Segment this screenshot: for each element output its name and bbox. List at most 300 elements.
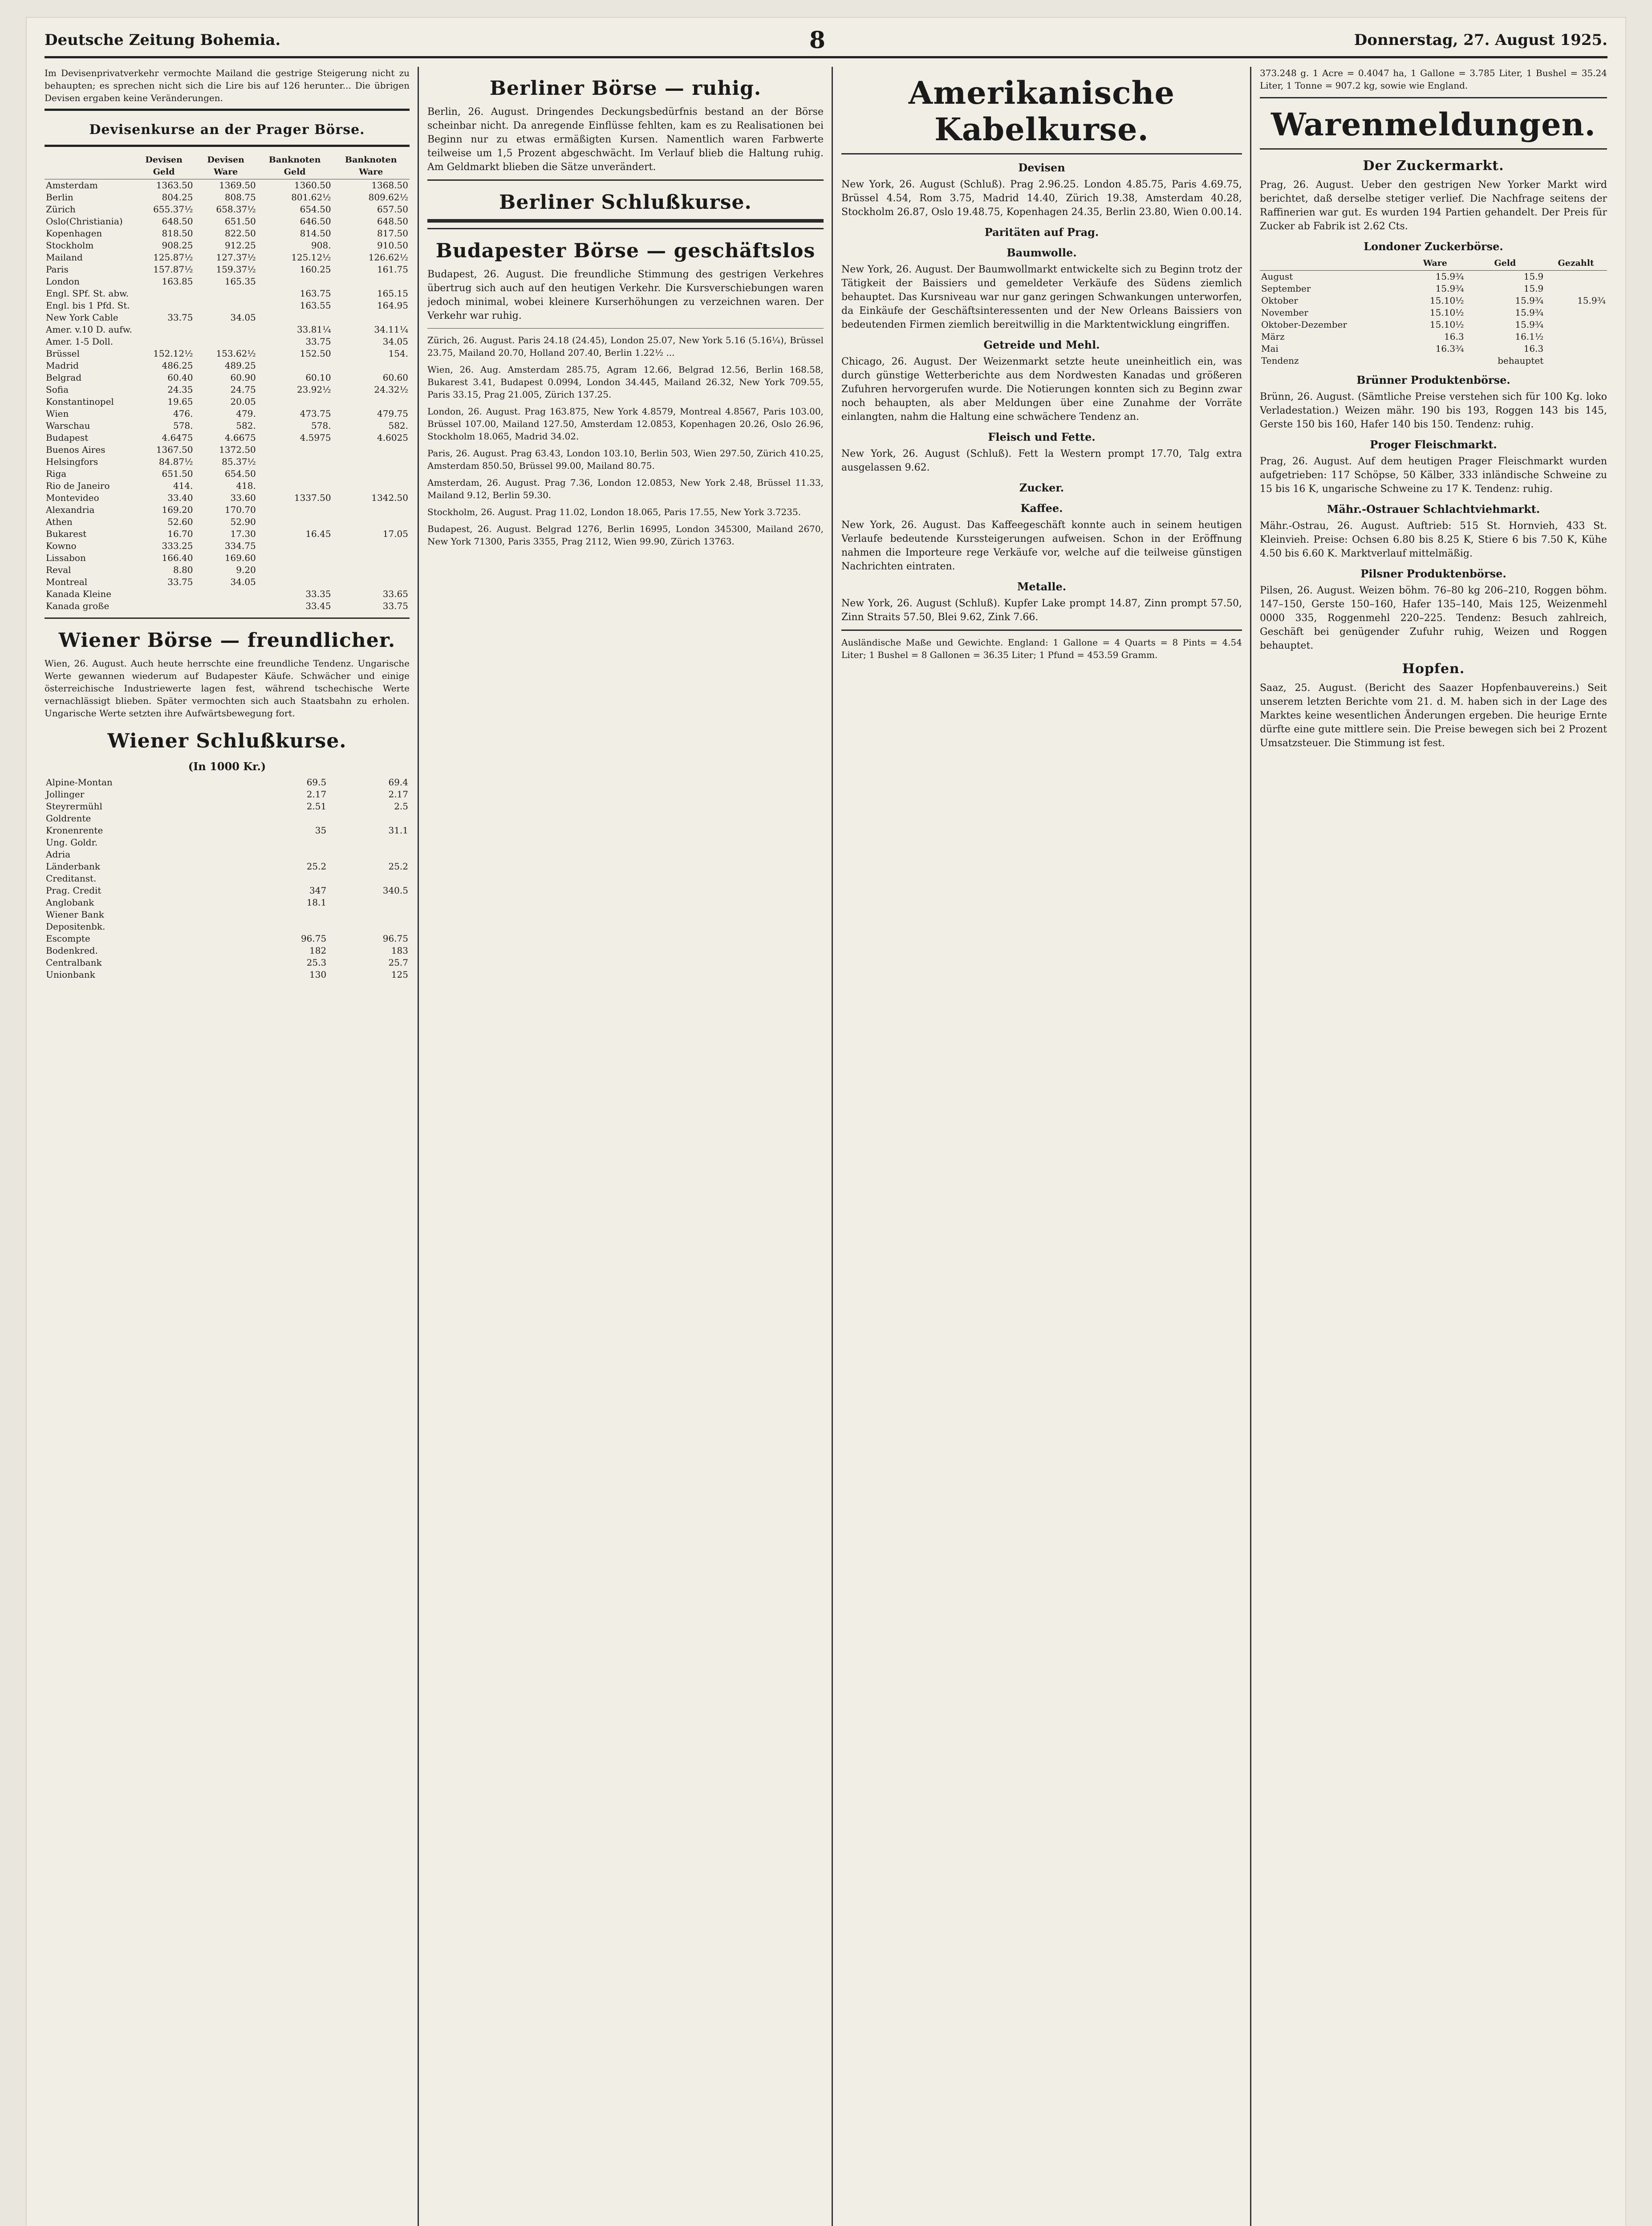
rate-cell: 69.5 [306, 777, 327, 788]
zuckermarkt-title: Der Zuckermarkt. [1363, 158, 1504, 174]
rate-cell: 153.62½ [216, 348, 256, 359]
table-row [45, 788, 410, 800]
ostrau-text: Mähr.-Ostrau, 26. August. Auftrieb: 515 St. Hornvieh, 433 St. Kleinvieh. Preise: Ochsen 6.80 bis 8.25 K, Stiere 6 bis 7.50 K, Kühe 4.50 bis 6.60 K. Marktverlauf mittelmäßig. [1260, 520, 1607, 559]
rate-cell: 646.50 [300, 216, 331, 227]
rate-cell [328, 921, 410, 933]
rate-cell: 164.95 [377, 300, 408, 311]
metalle-title: Metalle. [1017, 580, 1067, 593]
rate-cell: 33.75 [305, 336, 331, 347]
row-label: März [1261, 331, 1285, 342]
rate-cell [134, 336, 195, 348]
rate-cell: 814.50 [300, 228, 331, 239]
metalle-text: New York, 26. August (Schluß). Kupfer Lake prompt 14.87, Zinn prompt 57.50, Zinn Straits 57.50, Blei 9.62, Zink 7.66. [841, 598, 1242, 623]
row-label: Prag. Credit [46, 885, 101, 896]
rate-cell: 33.75 [167, 312, 193, 323]
row-label: Athen [46, 516, 73, 527]
devisen-table [45, 153, 410, 612]
table-row [45, 861, 410, 873]
column-header: Geld [1465, 256, 1545, 271]
rate-cell: 33.40 [167, 492, 193, 503]
rate-cell: 908.25 [162, 240, 193, 251]
table-row [1260, 331, 1607, 343]
wiener-boerse-title: Wiener Börse — freundlicher. [58, 629, 396, 652]
wiener-schluss-table [45, 776, 410, 981]
rate-cell: 33.45 [305, 601, 331, 611]
rate-cell: 910.50 [377, 240, 408, 251]
rate-cell [1545, 307, 1607, 319]
rate-cell [257, 456, 333, 468]
table-row [45, 288, 410, 300]
rate-cell: 1367.50 [156, 444, 193, 455]
column-1 [45, 67, 410, 2226]
rate-cell: 648.50 [162, 216, 193, 227]
row-label: Länderbank [46, 861, 101, 872]
table-row [45, 600, 410, 612]
rate-cell: 817.50 [377, 228, 408, 239]
rate-cell: 4.6475 [162, 432, 193, 443]
row-label: Adria [46, 849, 71, 860]
table-row [45, 776, 410, 788]
separator [45, 617, 410, 619]
zurich-rates: Zürich, 26. August. Paris 24.18 (24.45), London 25.07, New York 5.16 (5.16¼), Brüssel 23.75, Mailand 20.70, Holland 207.40, Berlin 1.22½ ... [427, 335, 824, 358]
column-3 [841, 67, 1242, 2226]
table-row [45, 300, 410, 312]
zuckermarkt-text: Prag, 26. August. Ueber den gestrigen New Yorker Markt wird berichtet, daß derselbe stetiger verlief. Die Nachfrage seitens der Raffinerien war gut. Es wurden 194 Partien gehandelt. Der Preis für Zucker ab Fabrik ist 2.62 Cts. [1260, 179, 1607, 232]
rate-cell: 1342.50 [371, 492, 408, 503]
column-2 [427, 67, 824, 2226]
berliner-boerse-text: Berlin, 26. August. Dringendes Deckungsbedürfnis bestand an der Börse scheinbar nicht. Da anregende Einflüsse fehlten, kam es zu Realisationen bei Beginn nur zu etwas ermäßigten Kursen. Namentlich waren Farbwerte teilweise um 1,5 Prozent abgeschwächt. Im Verlauf blieb die Haltung ruhig. Am Geldmarkt blieben die Sätze unverändert. [427, 106, 824, 173]
wiener-schluss-title: Wiener Schlußkurse. [107, 730, 347, 752]
rate-cell [328, 812, 410, 825]
row-label: Reval [46, 565, 71, 575]
rate-cell: 24.35 [167, 384, 193, 395]
row-label: Amer. v.10 D. aufw. [46, 324, 132, 335]
rate-cell [194, 324, 257, 336]
row-label: Tendenz [1261, 355, 1299, 366]
rate-cell [257, 276, 333, 288]
table-row [45, 800, 410, 812]
rate-cell: 25.2 [388, 861, 408, 872]
rate-cell: 4.6675 [224, 432, 256, 443]
table-row [45, 921, 410, 933]
wien-rates: Wien, 26. Aug. Amsterdam 285.75, Agram 12.66, Belgrad 12.56, Berlin 168.58, Bukarest 3.41, Budapest 0.0994, London 34.445, Mailand 26.32, New York 709.55, Paris 33.15, Prag 21.005, Zürich 137.25. [427, 364, 824, 400]
rate-cell: 165.15 [377, 288, 408, 299]
row-label: Jollinger [46, 789, 85, 800]
table-row [45, 191, 410, 203]
table-row [45, 885, 410, 897]
row-label: Mai [1261, 343, 1279, 354]
rate-cell [246, 849, 328, 861]
table-row [45, 456, 410, 468]
rate-cell: 1369.50 [219, 180, 256, 191]
row-label: Alexandria [46, 504, 95, 515]
rate-cell: 657.50 [377, 204, 408, 215]
rate-cell [194, 288, 257, 300]
amsterdam-rates: Amsterdam, 26. August. Prag 7.36, London 12.0853, New York 2.48, Brüssel 11.33, Mailand 9.12, Berlin 59.30. [427, 477, 824, 500]
rate-cell: 60.40 [167, 372, 193, 383]
row-label: November [1261, 307, 1308, 318]
london-rates: London, 26. August. Prag 163.875, New York 4.8579, Montreal 4.8567, Paris 103.00, Brüssel 107.00, Mailand 127.50, Amsterdam 12.0853, Kopenhagen 20.26, Oslo 26.96, Stockholm 18.065, Madrid 34.02. [427, 406, 824, 442]
rate-cell: 33.65 [382, 589, 408, 599]
devisen-header-box [45, 109, 410, 147]
rate-cell [194, 588, 257, 600]
rate-cell [257, 396, 333, 408]
table-row [45, 468, 410, 480]
getreide-text: Chicago, 26. August. Der Weizenmarkt setzte heute uneinheitlich ein, was durch günstige Wetterberichte aus dem Nordwesten Kanadas und größeren Zufuhren hervorgerufen wurde. Die Notierungen konnten sich zu Beginn zwar noch behaupten, als aber Meldungen über eine Zunahme der Vorräte einlangten, nahm die Haltung eine schwächere Tendenz an. [841, 356, 1242, 422]
row-label: Amsterdam [46, 180, 98, 191]
table-row [45, 588, 410, 600]
table-row [45, 227, 410, 240]
table-row [45, 432, 410, 444]
separator [427, 179, 824, 181]
rate-cell: 16.3 [1523, 343, 1544, 354]
row-label: Helsingfors [46, 456, 98, 467]
row-label: Bodenkred. [46, 945, 98, 956]
row-label: Rio de Janeiro [46, 480, 110, 491]
rate-cell: 182 [309, 945, 327, 956]
rate-cell: 4.5975 [300, 432, 331, 443]
column-header: Devisen Geld [134, 153, 195, 179]
rate-cell [257, 468, 333, 480]
separator [841, 153, 1242, 154]
ostrau-title: Mähr.-Ostrauer Schlachtviehmarkt. [1327, 503, 1540, 516]
rate-cell: 154. [388, 348, 408, 359]
rate-cell: 170.70 [224, 504, 256, 515]
row-label: Warschau [46, 420, 90, 431]
rate-cell [333, 552, 410, 564]
rate-cell: 654.50 [300, 204, 331, 215]
rate-cell: 161.75 [377, 264, 408, 275]
rate-cell: 34.05 [382, 336, 408, 347]
column-4 [1260, 67, 1607, 2226]
rate-cell: 15.9¾ [1435, 271, 1464, 282]
table-row [45, 336, 410, 348]
rate-cell [246, 909, 328, 921]
rate-cell: 159.37½ [216, 264, 256, 275]
rate-cell: 818.50 [162, 228, 193, 239]
row-label: London [46, 276, 80, 287]
rate-cell [328, 897, 410, 909]
rate-cell: 489.25 [224, 360, 256, 371]
page-number: 8 [809, 26, 826, 54]
table-row [45, 812, 410, 825]
stockholm-rates: Stockholm, 26. August. Prag 11.02, London 18.065, Paris 17.55, New York 3.7235. [427, 507, 801, 517]
rate-cell [333, 360, 410, 372]
rate-cell [257, 516, 333, 528]
row-label: August [1261, 271, 1293, 282]
rate-cell [194, 600, 257, 612]
rate-cell: 52.60 [167, 516, 193, 527]
paris-rates: Paris, 26. August. Prag 63.43, London 103.10, Berlin 503, Wien 297.50, Zürich 410.25, Amsterdam 850.50, Brüssel 99.00, Mailand 80.75. [427, 448, 824, 471]
budapester-boerse-text: Budapest, 26. August. Die freundliche Stimmung des gestrigen Verkehres übertrug sich auch auf den heutigen Verkehr. Die Kursverschiebungen waren jedoch minimal, wobei kleinere Kurserhöhungen zu verzeichnen waren. Der Verkehr war ruhig. [427, 269, 824, 321]
wiener-boerse-text: Wien, 26. August. Auch heute herrschte eine freundliche Tendenz. Ungarische Werte gewannen wiederum auf Budapester Käufe. Schwächer und einige österreichische Industriewerte lagen fest, während tschechische Werte vernachlässigt blieben. Später vermochten sich auch Staatsbahn zu erholen. Ungarische Werte setzten ihre Aufwärtsbewegung fort. [45, 658, 410, 719]
rate-cell: 160.25 [300, 264, 331, 275]
row-label: Centralbank [46, 957, 102, 968]
newspaper-page [27, 18, 1625, 2226]
fleisch-title: Fleisch und Fette. [988, 431, 1096, 443]
rate-cell: 126.62½ [368, 252, 408, 263]
rate-cell [257, 576, 333, 588]
rate-cell: 23.92½ [296, 384, 331, 395]
rate-cell [134, 600, 195, 612]
rate-cell [328, 837, 410, 849]
rate-cell: 127.37½ [216, 252, 256, 263]
newyork-devisen: New York, 26. August (Schluß). Prag 2.96.25. London 4.85.75, Paris 4.69.75, Brüssel 4.54, Rom 3.75, Madrid 14.40, Zürich 19.38, Amsterdam 40.28, Stockholm 26.87, Oslo 19.48.75, Kopenhagen 24.35, Berlin 23.80, Wien 0.00.14. [841, 179, 1242, 218]
separator [1260, 97, 1607, 98]
column-header: Devisen Ware [194, 153, 257, 179]
rate-cell [333, 276, 410, 288]
table-row [45, 264, 410, 276]
rate-cell [1405, 355, 1465, 367]
rate-cell: 15.9¾ [1515, 319, 1544, 330]
rate-cell: 8.80 [173, 565, 193, 575]
table-row [45, 504, 410, 516]
separator [427, 328, 824, 329]
table-row [45, 933, 410, 945]
budapest-devisen: Budapest, 26. August. Belgrad 1276, Berlin 16995, London 345300, Mailand 2670, New York 71300, Paris 3355, Prag 2112, Wien 99.90, Zürich 13763. [427, 524, 824, 547]
rate-cell: 1360.50 [294, 180, 331, 191]
table-row [1260, 307, 1607, 319]
rate-cell [1545, 331, 1607, 343]
rate-cell: 60.10 [305, 372, 331, 383]
rate-cell: 809.62½ [368, 192, 408, 203]
rate-cell [1545, 283, 1607, 295]
rate-cell [246, 873, 328, 885]
rate-cell: 157.87½ [153, 264, 193, 275]
column-header: Banknoten Ware [333, 153, 410, 179]
rate-cell [194, 336, 257, 348]
row-label: Kowno [46, 540, 77, 551]
rate-cell [333, 444, 410, 456]
rate-cell: 912.25 [224, 240, 256, 251]
berliner-schluss-title: Berliner Schlußkurse. [499, 191, 752, 214]
rate-cell [134, 324, 195, 336]
row-label: Wiener Bank [46, 909, 104, 920]
table-row [45, 324, 410, 336]
separator [841, 630, 1242, 631]
separator [427, 228, 824, 229]
rate-cell: 125.12½ [291, 252, 331, 263]
rate-cell: 163.55 [300, 300, 331, 311]
rate-cell: 2.17 [388, 789, 408, 800]
rate-cell: 15.10½ [1429, 295, 1464, 306]
paritaeten-title: Paritäten auf Prag. [984, 226, 1099, 239]
rate-cell: 84.87½ [158, 456, 193, 467]
hopfen-text: Saaz, 25. August. (Bericht des Saazer Hopfenbauvereins.) Seit unserem letzten Berichte vom 21. d. M. haben sich in der Lage des Marktes keine wesentlichen Änderungen ergeben. Die heurige Ernte dürfte eine gute mittlere sein. Die Preise bewegen sich bei 2 Prozent Umsatzsteuer. Die Stimmung ist fest. [1260, 682, 1607, 749]
column-divider [1250, 67, 1251, 2226]
rate-cell: 17.05 [382, 528, 408, 539]
rate-cell: 2.17 [306, 789, 327, 800]
row-label: Kanada große [46, 601, 110, 611]
top-rule [45, 56, 1607, 58]
row-label: Sofia [46, 384, 69, 395]
table-row [45, 576, 410, 588]
rate-cell [1545, 355, 1607, 367]
rate-cell [257, 564, 333, 576]
rate-cell: 152.50 [300, 348, 331, 359]
rate-cell [134, 288, 195, 300]
row-label: Paris [46, 264, 69, 275]
rate-cell [333, 456, 410, 468]
rate-cell: 578. [173, 420, 193, 431]
row-label: Montreal [46, 577, 88, 587]
row-label: Ung. Goldr. [46, 837, 98, 848]
rate-cell: 18.1 [306, 897, 327, 908]
rate-cell: 479. [236, 408, 256, 419]
rate-cell: 15.9¾ [1515, 295, 1544, 306]
rate-cell [257, 444, 333, 456]
rate-cell: 35 [315, 825, 327, 836]
rate-cell [333, 516, 410, 528]
rate-cell [194, 300, 257, 312]
table-row [45, 897, 410, 909]
row-label: Madrid [46, 360, 79, 371]
row-label: Belgrad [46, 372, 82, 383]
rate-cell: 347 [309, 885, 327, 896]
rate-cell: 52.90 [230, 516, 256, 527]
table-row [45, 837, 410, 849]
newspaper-name: Deutsche Zeitung Bohemia. [45, 31, 281, 49]
column-header [1260, 256, 1405, 271]
rate-cell [333, 468, 410, 480]
column-header: Ware [1405, 256, 1465, 271]
rate-cell: 654.50 [224, 468, 256, 479]
rate-cell [257, 504, 333, 516]
rate-cell: 33.60 [230, 492, 256, 503]
rate-cell: 808.75 [224, 192, 256, 203]
baumwolle-text: New York, 26. August. Der Baumwollmarkt entwickelte sich zu Beginn trotz der Tätigkeit der Baissiers und gemeldeter Verkäufe des Südens ziemlich behauptet. Das Kursniveau war nur ganz geringen Schwankungen unterworfen, da Einkäufe der Geschäftsinteressenten und der New Orleans Baissiers von bedeutenden Firmen ziemlich bereitwillig in die Marktentwicklung eingriffen. [841, 264, 1242, 330]
londoner-zucker-table [1260, 256, 1607, 367]
pilsner-text: Pilsen, 26. August. Weizen böhm. 76–80 kg 206–210, Roggen böhm. 147–150, Gerste 150–160, Hafer 135–140, Mais 125, Weizenmehl 0000 335, Roggenmehl 220–225. Tendenz: Besuch zahlreich, Geschäft bei genügender Zufuhr ruhig, Weizen und Roggen behauptet. [1260, 585, 1607, 651]
row-label: Depositenbk. [46, 921, 106, 932]
row-label: Engl. SPf. St. abw. [46, 288, 129, 299]
separator [1260, 148, 1607, 150]
rate-cell: 479.75 [377, 408, 408, 419]
table-row [45, 969, 410, 981]
row-label: New York Cable [46, 312, 118, 323]
rate-cell: 17.30 [230, 528, 256, 539]
table-row [1260, 271, 1607, 283]
rate-cell [333, 540, 410, 552]
rate-cell [257, 552, 333, 564]
rate-cell: 96.75 [300, 933, 327, 944]
rate-cell: 169.60 [224, 552, 256, 563]
fleisch-text: New York, 26. August (Schluß). Fett la Western prompt 17.70, Talg extra ausgelassen 9.62. [841, 448, 1242, 473]
row-label: Riga [46, 468, 67, 479]
rate-cell [246, 812, 328, 825]
rate-cell: 804.25 [162, 192, 193, 203]
row-label: Wien [46, 408, 69, 419]
table-row [45, 909, 410, 921]
column-header: Banknoten Geld [257, 153, 333, 179]
row-label: Oslo(Christiania) [46, 216, 123, 227]
table-row [45, 528, 410, 540]
rate-cell: 473.75 [300, 408, 331, 419]
rate-cell: 476. [173, 408, 193, 419]
row-label: Budapest [46, 432, 89, 443]
rate-cell: 15.10½ [1429, 319, 1464, 330]
rate-cell: 651.50 [162, 468, 193, 479]
rate-cell [1545, 271, 1607, 283]
rate-cell [328, 909, 410, 921]
table-row [45, 873, 410, 885]
row-label: Kronenrente [46, 825, 103, 836]
proger-fleisch-title: Proger Fleischmarkt. [1370, 438, 1497, 451]
table-row [1260, 355, 1607, 367]
rate-cell: 15.10½ [1429, 307, 1464, 318]
table-row [1260, 295, 1607, 307]
rate-cell: 166.40 [162, 552, 193, 563]
rate-cell: 655.37½ [153, 204, 193, 215]
issue-date: Donnerstag, 27. August 1925. [1354, 31, 1607, 49]
masthead [45, 27, 1607, 53]
rate-cell: 169.20 [162, 504, 193, 515]
table-row [45, 360, 410, 372]
table-row [1260, 343, 1607, 355]
table-row [45, 348, 410, 360]
rate-cell: 648.50 [377, 216, 408, 227]
rate-cell [333, 564, 410, 576]
row-label: Brüssel [46, 348, 80, 359]
rate-cell: 33.81¼ [296, 324, 331, 335]
row-label: Buenos Aires [46, 444, 106, 455]
table-row [45, 564, 410, 576]
rate-cell: 340.5 [382, 885, 408, 896]
rate-cell: 34.05 [230, 312, 256, 323]
table-row [45, 957, 410, 969]
rate-cell: 651.50 [224, 216, 256, 227]
row-label: Stockholm [46, 240, 94, 251]
column-header [45, 153, 134, 179]
table-row [45, 825, 410, 837]
row-label: Zürich [46, 204, 76, 215]
rate-cell: 15.9¾ [1515, 307, 1544, 318]
rate-cell [333, 396, 410, 408]
row-label: Alpine-Montan [46, 777, 113, 788]
row-label: September [1261, 283, 1311, 294]
row-label: Amer. 1-5 Doll. [46, 336, 114, 347]
rate-cell: 15.9¾ [1577, 295, 1606, 306]
row-label: Unionbank [46, 969, 95, 980]
rate-cell: 33.75 [167, 577, 193, 587]
rate-cell: 582. [388, 420, 408, 431]
rate-cell: 20.05 [230, 396, 256, 407]
table-row [45, 312, 410, 324]
rate-cell [1545, 343, 1607, 355]
rate-cell: 334.75 [224, 540, 256, 551]
rate-cell: 2.5 [394, 801, 408, 812]
rate-cell: 163.75 [300, 288, 331, 299]
rate-cell: 2.51 [306, 801, 327, 812]
row-label: Escompte [46, 933, 90, 944]
bruenner-text: Brünn, 26. August. (Sämtliche Preise verstehen sich für 100 Kg. loko Verladestation.) Weizen mähr. 190 bis 193, Roggen 143 bis 145, Gerste 150 bis 160, Hafer 140 bis 150. Tendenz: ruhig. [1260, 391, 1607, 430]
table-row [45, 540, 410, 552]
rate-cell: 486.25 [162, 360, 193, 371]
rate-cell: 31.1 [388, 825, 408, 836]
row-label: Oktober [1261, 295, 1298, 306]
rate-cell: 9.20 [236, 565, 256, 575]
column-header: Gezahlt [1545, 256, 1607, 271]
rate-cell: 418. [236, 480, 256, 491]
rate-cell: 34.05 [230, 577, 256, 587]
table-row [45, 480, 410, 492]
rate-cell: 4.6025 [377, 432, 408, 443]
column-divider [832, 67, 833, 2226]
table-row [45, 215, 410, 227]
rate-cell: 152.12½ [153, 348, 193, 359]
rate-cell: 1368.50 [371, 180, 408, 191]
table-row [45, 384, 410, 396]
